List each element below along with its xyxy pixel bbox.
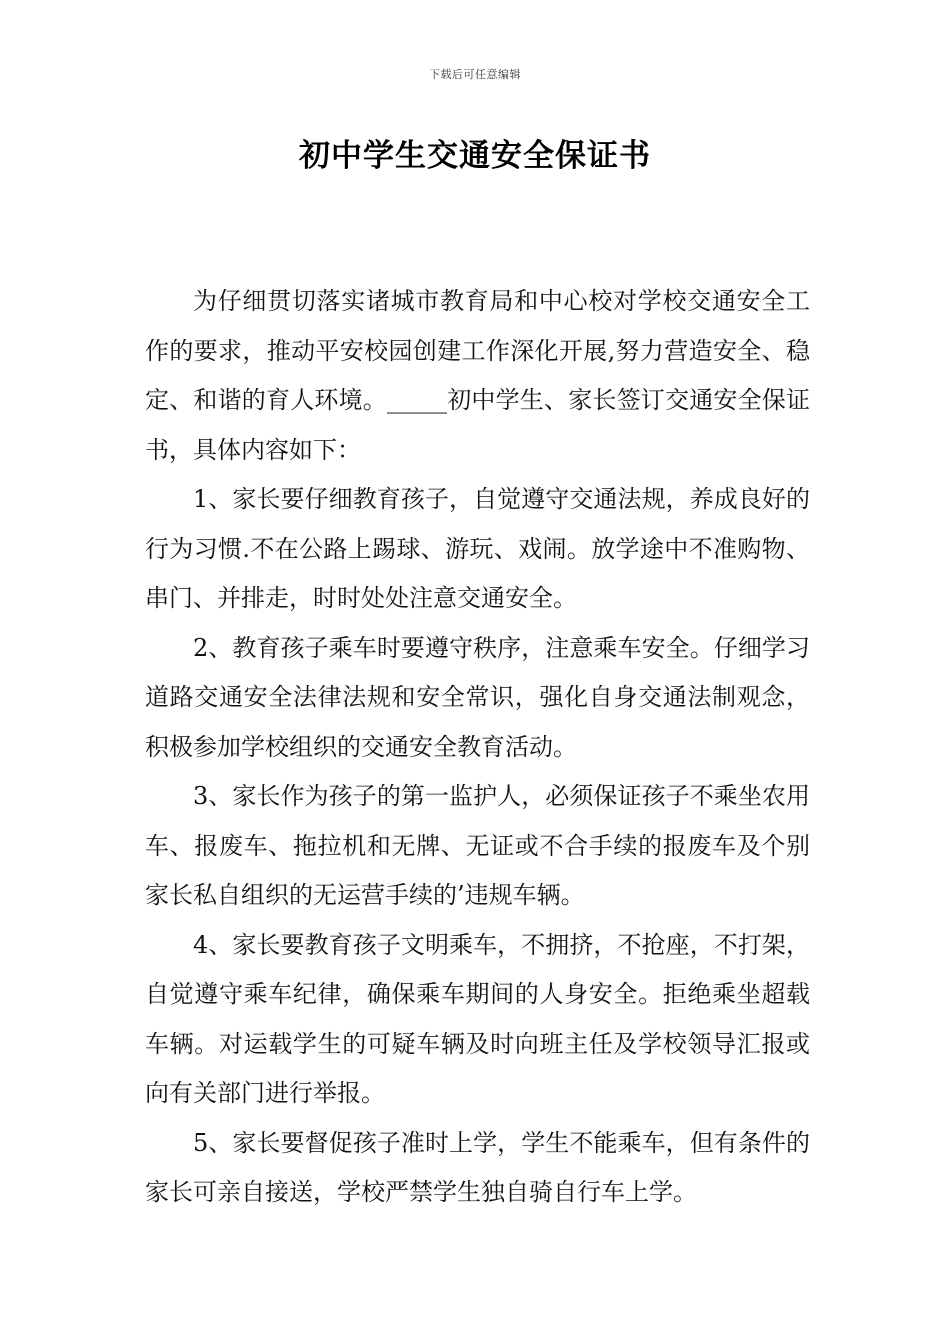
- document-title: 初中学生交通安全保证书: [299, 138, 651, 174]
- clause-paragraph-4: 4、家长要教育孩子文明乘车，不拥挤，不抢座，不打架，自觉遵守乘车纪律，确保乘车期间的人身安全。拒绝乘坐超载车辆。对运载学生的可疑车辆及时向班主任及学校领导汇报或向有关部门进行举报。: [145, 930, 810, 1107]
- header-note: 下载后可任意编辑: [429, 68, 521, 81]
- clause-paragraph-5: 5、家长要督促孩子准时上学，学生不能乘车，但有条件的家长可亲自接送，学校严禁学生独自骑自行车上学。: [145, 1128, 810, 1206]
- document-body: [145, 277, 810, 1218]
- clause-paragraph-2: 2、教育孩子乘车时要遵守秩序，注意乘车安全。仔细学习道路交通安全法律法规和安全常识，强化自身交通法制观念，积极参加学校组织的交通安全教育活动。: [145, 633, 810, 761]
- clause-paragraph-3: 3、家长作为孩子的第一监护人，必须保证孩子不乘坐农用车、报废车、拖拉机和无牌、无证或不合手续的报废车及个别家长私自组织的无运营手续的’违规车辆。: [145, 782, 810, 909]
- clause-paragraph-1: 1、家长要仔细教育孩子，自觉遵守交通法规，养成良好的行为习惯.不在公路上踢球、游玩、戏闹。放学途中不准购物、串门、并排走，时时处处注意交通安全。: [145, 485, 810, 612]
- intro-paragraph: 为仔细贯切落实诸城市教育局和中心校对学校交通安全工作的要求，推动平安校园创建工作深化开展,努力营造安全、稳定、和谐的育人环境。_____初中学生、家长签订交通安全保证书，具体内容如下：: [145, 287, 810, 464]
